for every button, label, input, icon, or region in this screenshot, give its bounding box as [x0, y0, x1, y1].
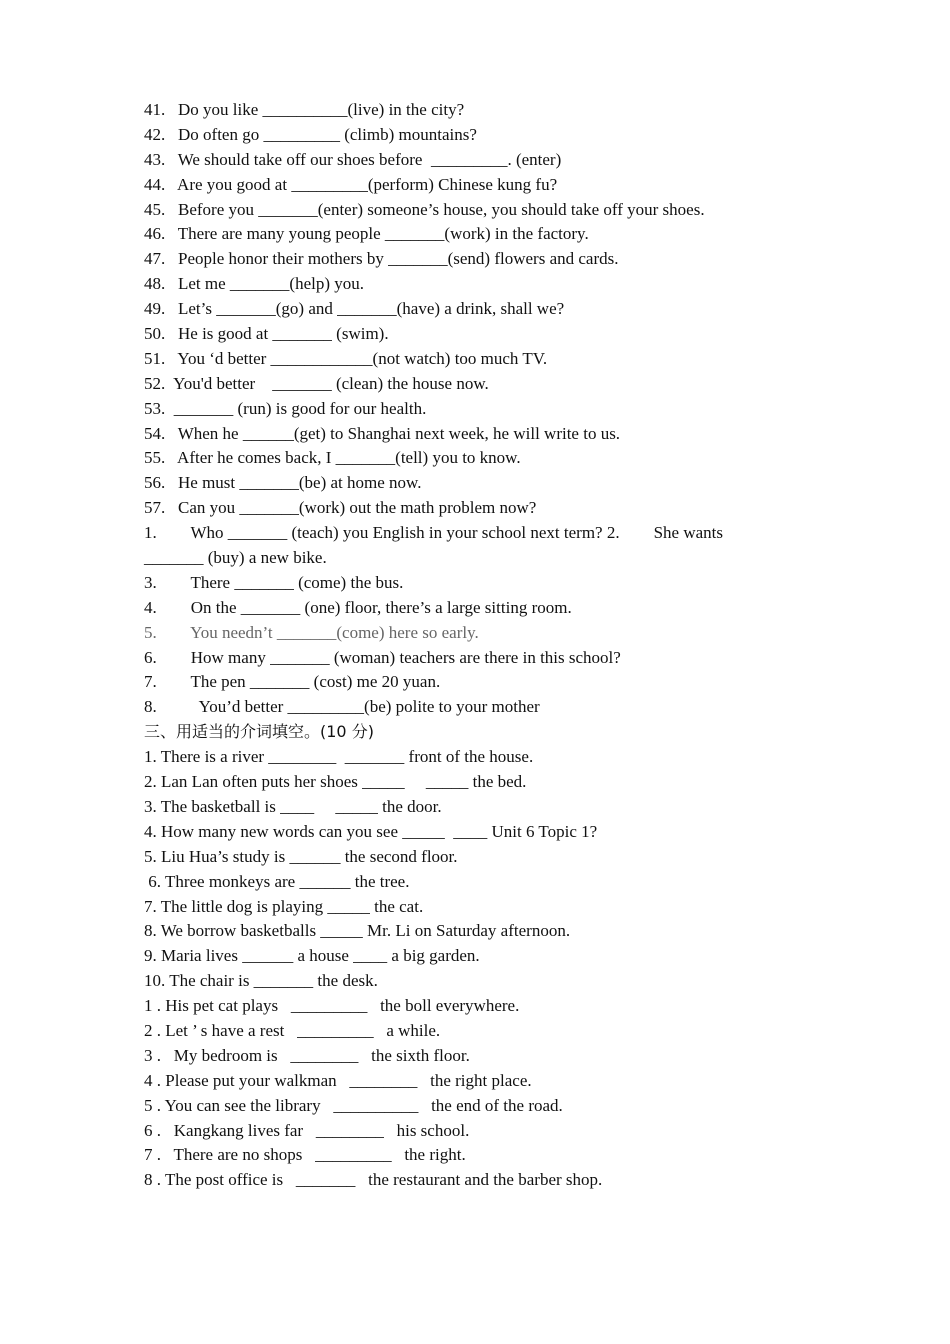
question-50: 50. He is good at _______ (swim).: [144, 324, 389, 344]
prep2-question-4: 4 . Please put your walkman ________ the right place.: [144, 1070, 532, 1090]
verb-question-5: 5. You needn’t _______(come) here so early.: [144, 622, 479, 642]
question-46: 46. There are many young people _______(work) in the factory.: [144, 224, 589, 244]
question-48: 48. Let me _______(help) you.: [144, 274, 365, 294]
question-45: 45. Before you _______(enter) someone’s house, you should take off your shoes.: [144, 199, 705, 219]
verb-question-2-cont: _______ (buy) a new bike.: [144, 548, 327, 568]
verb-question-8: 8. You’d better _________(be) polite to your mother: [144, 697, 540, 717]
prep-question-5: 5. Liu Hua’s study is ______ the second floor.: [144, 846, 458, 866]
question-41: 41. Do you like __________(live) in the city?: [144, 100, 465, 119]
question-49: 49. Let’s _______(go) and _______(have) a drink, shall we?: [144, 299, 565, 319]
question-57: 57. Can you _______(work) out the math problem now?: [144, 498, 537, 518]
verb-question-4: 4. On the _______ (one) floor, there’s a large sitting room.: [144, 597, 572, 617]
question-53: 53. _______ (run) is good for our health.: [144, 398, 427, 418]
prep-question-3: 3. The basketball is ____ _____ the door.: [144, 796, 442, 816]
section-heading-prepositions: 三、用适当的介词填空。(10 分): [144, 722, 374, 742]
question-54: 54. When he ______(get) to Shanghai next week, he will write to us.: [144, 423, 621, 443]
prep2-question-6: 6 . Kangkang lives far ________ his school.: [144, 1120, 470, 1140]
worksheet: [144, 98, 814, 1193]
prep2-question-1: 1 . His pet cat plays _________ the boll everywhere.: [144, 996, 520, 1016]
question-51: 51. You ‘d better ____________(not watch) too much TV.: [144, 348, 548, 368]
prep2-question-7: 7 . There are no shops _________ the right.: [144, 1145, 466, 1165]
question-56: 56. He must _______(be) at home now.: [144, 473, 422, 493]
prep-question-6: 6. Three monkeys are ______ the tree.: [144, 871, 410, 891]
prep2-question-3: 3 . My bedroom is ________ the sixth floor.: [144, 1045, 470, 1065]
question-55: 55. After he comes back, I _______(tell) you to know.: [144, 448, 521, 468]
verb-question-3: 3. There _______ (come) the bus.: [144, 572, 404, 592]
prep2-question-8: 8 . The post office is _______ the restaurant and the barber shop.: [144, 1170, 603, 1190]
prep2-question-5: 5 . You can see the library __________ the end of the road.: [144, 1095, 563, 1115]
prep-question-7: 7. The little dog is playing _____ the cat.: [144, 896, 424, 916]
prep-question-2: 2. Lan Lan often puts her shoes _____ _____ the bed.: [144, 772, 527, 792]
prep-question-8: 8. We borrow basketballs _____ Mr. Li on Saturday afternoon.: [144, 921, 571, 941]
prep-question-1: 1. There is a river ________ _______ front of the house.: [144, 747, 534, 767]
prep-question-9: 9. Maria lives ______ a house ____ a big garden.: [144, 946, 480, 966]
question-42: 42. Do often go _________ (climb) mountains?: [144, 124, 477, 144]
verb-question-1: 1. Who _______ (teach) you English in your school next term? 2. She wants: [144, 523, 724, 543]
prep-question-4: 4. How many new words can you see _____ ____ Unit 6 Topic 1?: [144, 821, 598, 841]
prep-question-10: 10. The chair is _______ the desk.: [144, 971, 378, 991]
question-44: 44. Are you good at _________(perform) Chinese kung fu?: [144, 174, 558, 194]
verb-question-6: 6. How many _______ (woman) teachers are there in this school?: [144, 647, 621, 667]
question-43: 43. We should take off our shoes before _________. (enter): [144, 149, 562, 169]
question-47: 47. People honor their mothers by _______(send) flowers and cards.: [144, 249, 619, 269]
question-52: 52. You'd better _______ (clean) the house now.: [144, 373, 489, 393]
prep2-question-2: 2 . Let ’ s have a rest _________ a while.: [144, 1020, 441, 1040]
verb-question-7: 7. The pen _______ (cost) me 20 yuan.: [144, 672, 441, 692]
